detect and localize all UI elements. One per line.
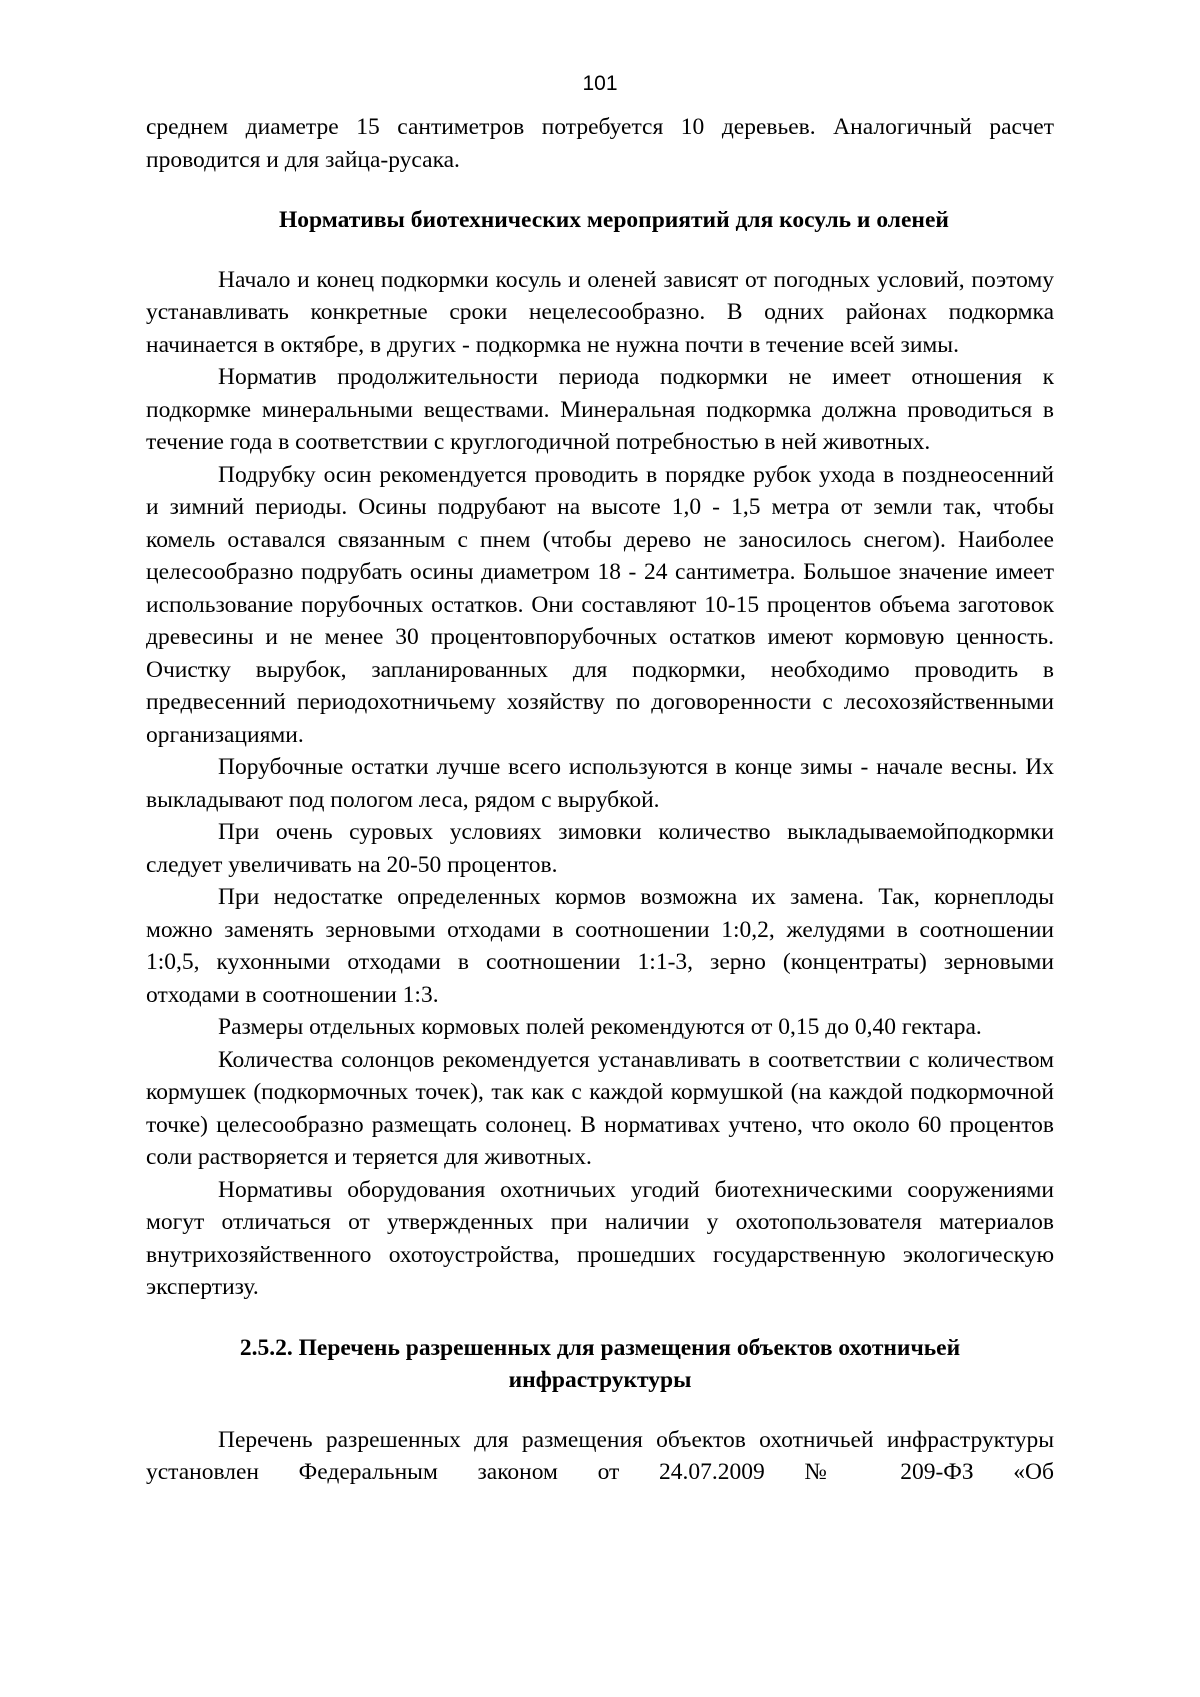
section-heading-roe-deer-norms: Нормативы биотехнических мероприятий для косуль и оленей [279, 207, 949, 233]
section-heading-line: инфраструктуры [508, 1367, 692, 1393]
paragraph: При недостатке определенных кормов возможна их замена. Так, корнеплоды можно заменять зерновыми отходами в соотношении 1:0,2, желудями в соотношении 1:0,5, кухонными отходами в соотношении 1:1-3, зерно (концентраты) зерновыми отходами в соотношении 1:3. [146, 884, 1054, 1008]
paragraph: Норматив продолжительности периода подкормки не имеет отношения к подкормке минеральными веществами. Минеральная подкормка должна проводиться в течение года в соответствии с круглогодичной потребностью в ней животных. [146, 364, 1054, 455]
paragraph: Порубочные остатки лучше всего используются в конце зимы - начале весны. Их выкладывают под пологом леса, рядом с вырубкой. [146, 754, 1054, 813]
paragraph: Количества солонцов рекомендуется устанавливать в соответствии с количеством кормушек (подкормочных точек), так как с каждой кормушкой (на каждой подкормочной точке) целесообразно размещать солонец. В нормативах учтено, что около 60 процентов соли растворяется и теряется для животных. [146, 1046, 1054, 1170]
page-number: 101 [582, 72, 618, 95]
section-heading-infrastructure-list [146, 1332, 1054, 1397]
paragraph: При очень суровых условиях зимовки количество выкладываемойподкормки следует увеличивать на 20-50 процентов. [146, 819, 1054, 878]
paragraph-continuation: среднем диаметре 15 сантиметров потребуется 10 деревьев. Аналогичный расчет проводится и для зайца-русака. [146, 114, 1054, 173]
page-content [146, 111, 1054, 1489]
paragraph: Размеры отдельных кормовых полей рекомендуются от 0,15 до 0,40 гектара. [218, 1014, 982, 1040]
paragraph: Перечень разрешенных для размещения объектов охотничьей инфраструктуры установлен Федеральным законом от 24.07.2009 № 209-ФЗ «Об [146, 1426, 1054, 1485]
paragraph: Начало и конец подкормки косуль и оленей зависят от погодных условий, поэтому устанавливать конкретные сроки нецелесообразно. В одних районах подкормка начинается в октябре, в других - подкормка не нужна почти в течение всей зимы. [146, 266, 1054, 358]
paragraph: Подрубку осин рекомендуется проводить в порядке рубок ухода в позднеосенний и зимний периоды. Осины подрубают на высоте 1,0 - 1,5 метра от земли так, чтобы комель оставался связанным с пнем (чтобы дерево не заносилось снегом). Наиболее целесообразно подрубать осины диаметром 18 - 24 сантиметра. Большое значение имеет использование порубочных остатков. Они составляют 10-15 процентов объема заготовок древесины и не менее 30 процентовпорубочных остатков имеют кормовую ценность. Очистку вырубок, запланированных для подкормки, необходимо проводить в предвесенний периодохотничьему хозяйству по договоренности с лесохозяйственными организациями. [146, 461, 1054, 748]
paragraph: Нормативы оборудования охотничьих угодий биотехническими сооружениями могут отличаться от утвержденных при наличии у охотопользователя материалов внутрихозяйственного охотоустройства, прошедших государственную экологическую экспертизу. [146, 1176, 1054, 1300]
section-heading-line: 2.5.2. Перечень разрешенных для размещения объектов охотничьей [239, 1334, 961, 1361]
